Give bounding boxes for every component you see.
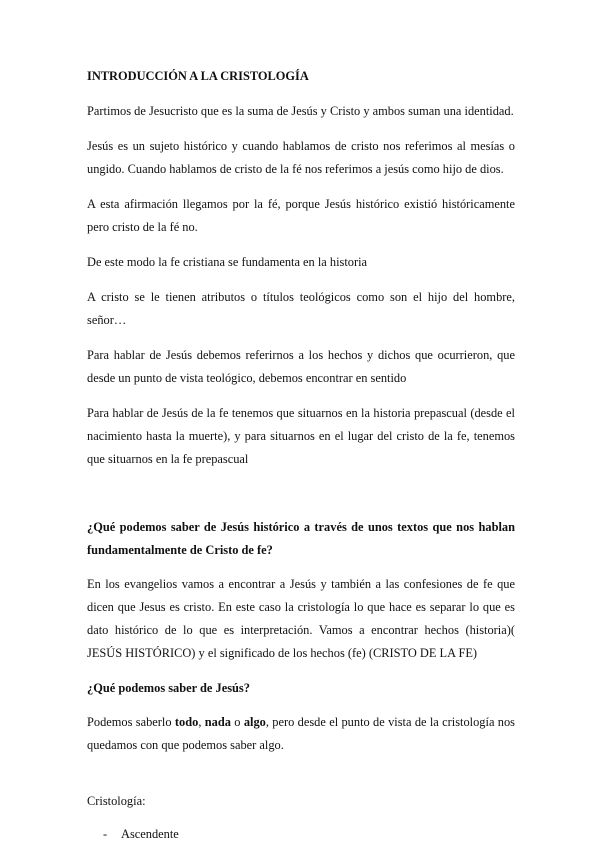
body-separator-2: o: [230, 715, 244, 729]
list-bullet: -: [103, 827, 108, 841]
cristologia-label: Cristología:: [87, 794, 146, 808]
list-item-text: Ascendente: [121, 827, 179, 841]
section-body-what-can-we-know: [87, 711, 515, 757]
document-content: [87, 65, 515, 846]
bold-word-todo: todo: [174, 715, 199, 729]
paragraph-7: Para hablar de Jesús de la fe tenemos que situarnos en la historia prepascual (desde el nacimiento hasta la muerte), y para situarnos en el lugar del cristo de la fe, tenemos que situarnos en la fe prepascual: [87, 406, 515, 466]
paragraph-3: A esta afirmación llegamos por la fé, porque Jesús histórico existió históricamente pero cristo de la fé no.: [87, 197, 515, 234]
paragraph-5: A cristo se le tienen atributos o títulos teológicos como son el hijo del hombre, señor…: [87, 290, 515, 327]
list-item: [87, 823, 515, 846]
section-heading-what-can-we-know: ¿Qué podemos saber de Jesús?: [87, 681, 250, 695]
paragraph-1: Partimos de Jesucristo que es la suma de Jesús y Cristo y ambos suman una identidad.: [87, 104, 514, 118]
body-text-end: , pero desde el punto de vista de la cristología nos quedamos con que podemos saber algo.: [87, 715, 515, 752]
paragraph-6: Para hablar de Jesús debemos referirnos a los hechos y dichos que ocurrieron, que desde un punto de vista teológico, debemos encontrar en sentido: [87, 348, 515, 385]
body-separator-1: ,: [198, 715, 205, 729]
bold-word-algo: algo: [243, 715, 266, 729]
section-body-historical-jesus: En los evangelios vamos a encontrar a Jesús y también a las confesiones de fe que dicen que Jesus es cristo. En este caso la cristología lo que hace es separar lo que es dato histórico de lo que es interpretación. Vamos a encontrar hechos (historia)( JESÚS HISTÓRICO) y el significado de los hechos (fe) (CRISTO DE LA FE): [87, 577, 515, 660]
paragraph-2: Jesús es un sujeto histórico y cuando hablamos de cristo nos referimos al mesías o ungido. Cuando hablamos de cristo de la fé nos referimos a jesús como hijo de dios.: [87, 139, 515, 176]
section-heading-historical-jesus: ¿Qué podemos saber de Jesús histórico a través de unos textos que nos hablan fundamentalmente de Cristo de fe?: [87, 520, 515, 557]
paragraph-4: De este modo la fe cristiana se fundamenta en la historia: [87, 255, 368, 269]
document-title: INTRODUCCIÓN A LA CRISTOLOGÍA: [87, 69, 309, 83]
bold-word-nada: nada: [204, 715, 231, 729]
cristologia-list: [87, 823, 515, 846]
body-text-start: Podemos saberlo: [87, 715, 175, 729]
